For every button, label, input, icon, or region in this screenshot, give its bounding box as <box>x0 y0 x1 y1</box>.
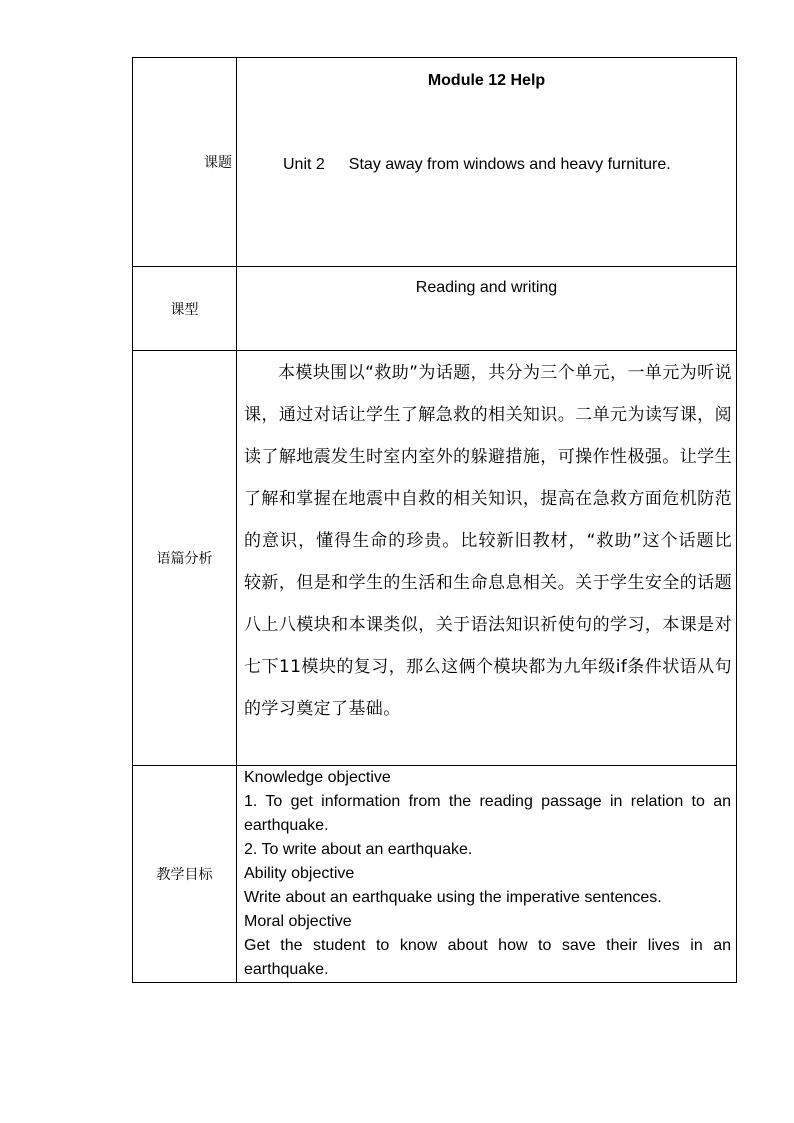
lesson-type-value: Reading and writing <box>415 279 558 296</box>
text-analysis-label: 语篇分析 <box>133 351 237 766</box>
objectives-row <box>133 766 737 983</box>
unit-number: Unit 2 <box>283 156 325 173</box>
lesson-plan-table <box>132 57 737 983</box>
unit-title: Stay away from windows and heavy furniture. <box>348 156 671 173</box>
objectives-label: 教学目标 <box>133 766 237 983</box>
objectives-list <box>237 766 736 982</box>
moral-text: Get the student to know about how to save their lives in an earthquake. <box>244 937 731 978</box>
lesson-type-label: 课型 <box>133 267 237 351</box>
unit-line <box>237 155 736 175</box>
ability-text: Write about an earthquake using the imperative sentences. <box>244 889 662 906</box>
moral-heading: Moral objective <box>244 913 352 930</box>
topic-content <box>237 58 737 267</box>
text-analysis-paragraph: 本模块围以“救助”为话题，共分为三个单元，一单元为听说课，通过对话让学生了解急救的相关知识。二单元为读写课，阅读了解地震发生时室内室外的躲避措施，可操作性极强。让学生了解和掌握在地震中自救的相关知识，提高在急救方面危机防范的意识，懂得生命的珍贵。比较新旧教材，“救助”这个话题比较新，但是和学生的生活和生命息息相关。关于学生安全的话题八上八模块和本课类似，关于语法知识祈使句的学习，本课是对七下11模块的复习，那么这俩个模块都为九年级if条件状语从句的学习奠定了基础。 <box>244 363 732 719</box>
objectives-content <box>237 766 737 983</box>
ability-heading: Ability objective <box>244 865 355 882</box>
topic-row <box>133 58 737 267</box>
knowledge-item-1: 1. To get information from the reading passage in relation to an earthquake. <box>244 793 731 834</box>
module-title: Module 12 Help <box>427 72 546 89</box>
lesson-type-row <box>133 267 737 351</box>
lesson-type-content <box>237 267 737 351</box>
text-analysis-content <box>237 351 737 766</box>
knowledge-heading: Knowledge objective <box>244 769 391 786</box>
knowledge-item-2: 2. To write about an earthquake. <box>244 841 473 858</box>
text-analysis-row <box>133 351 737 766</box>
topic-label: 课题 <box>133 58 237 267</box>
